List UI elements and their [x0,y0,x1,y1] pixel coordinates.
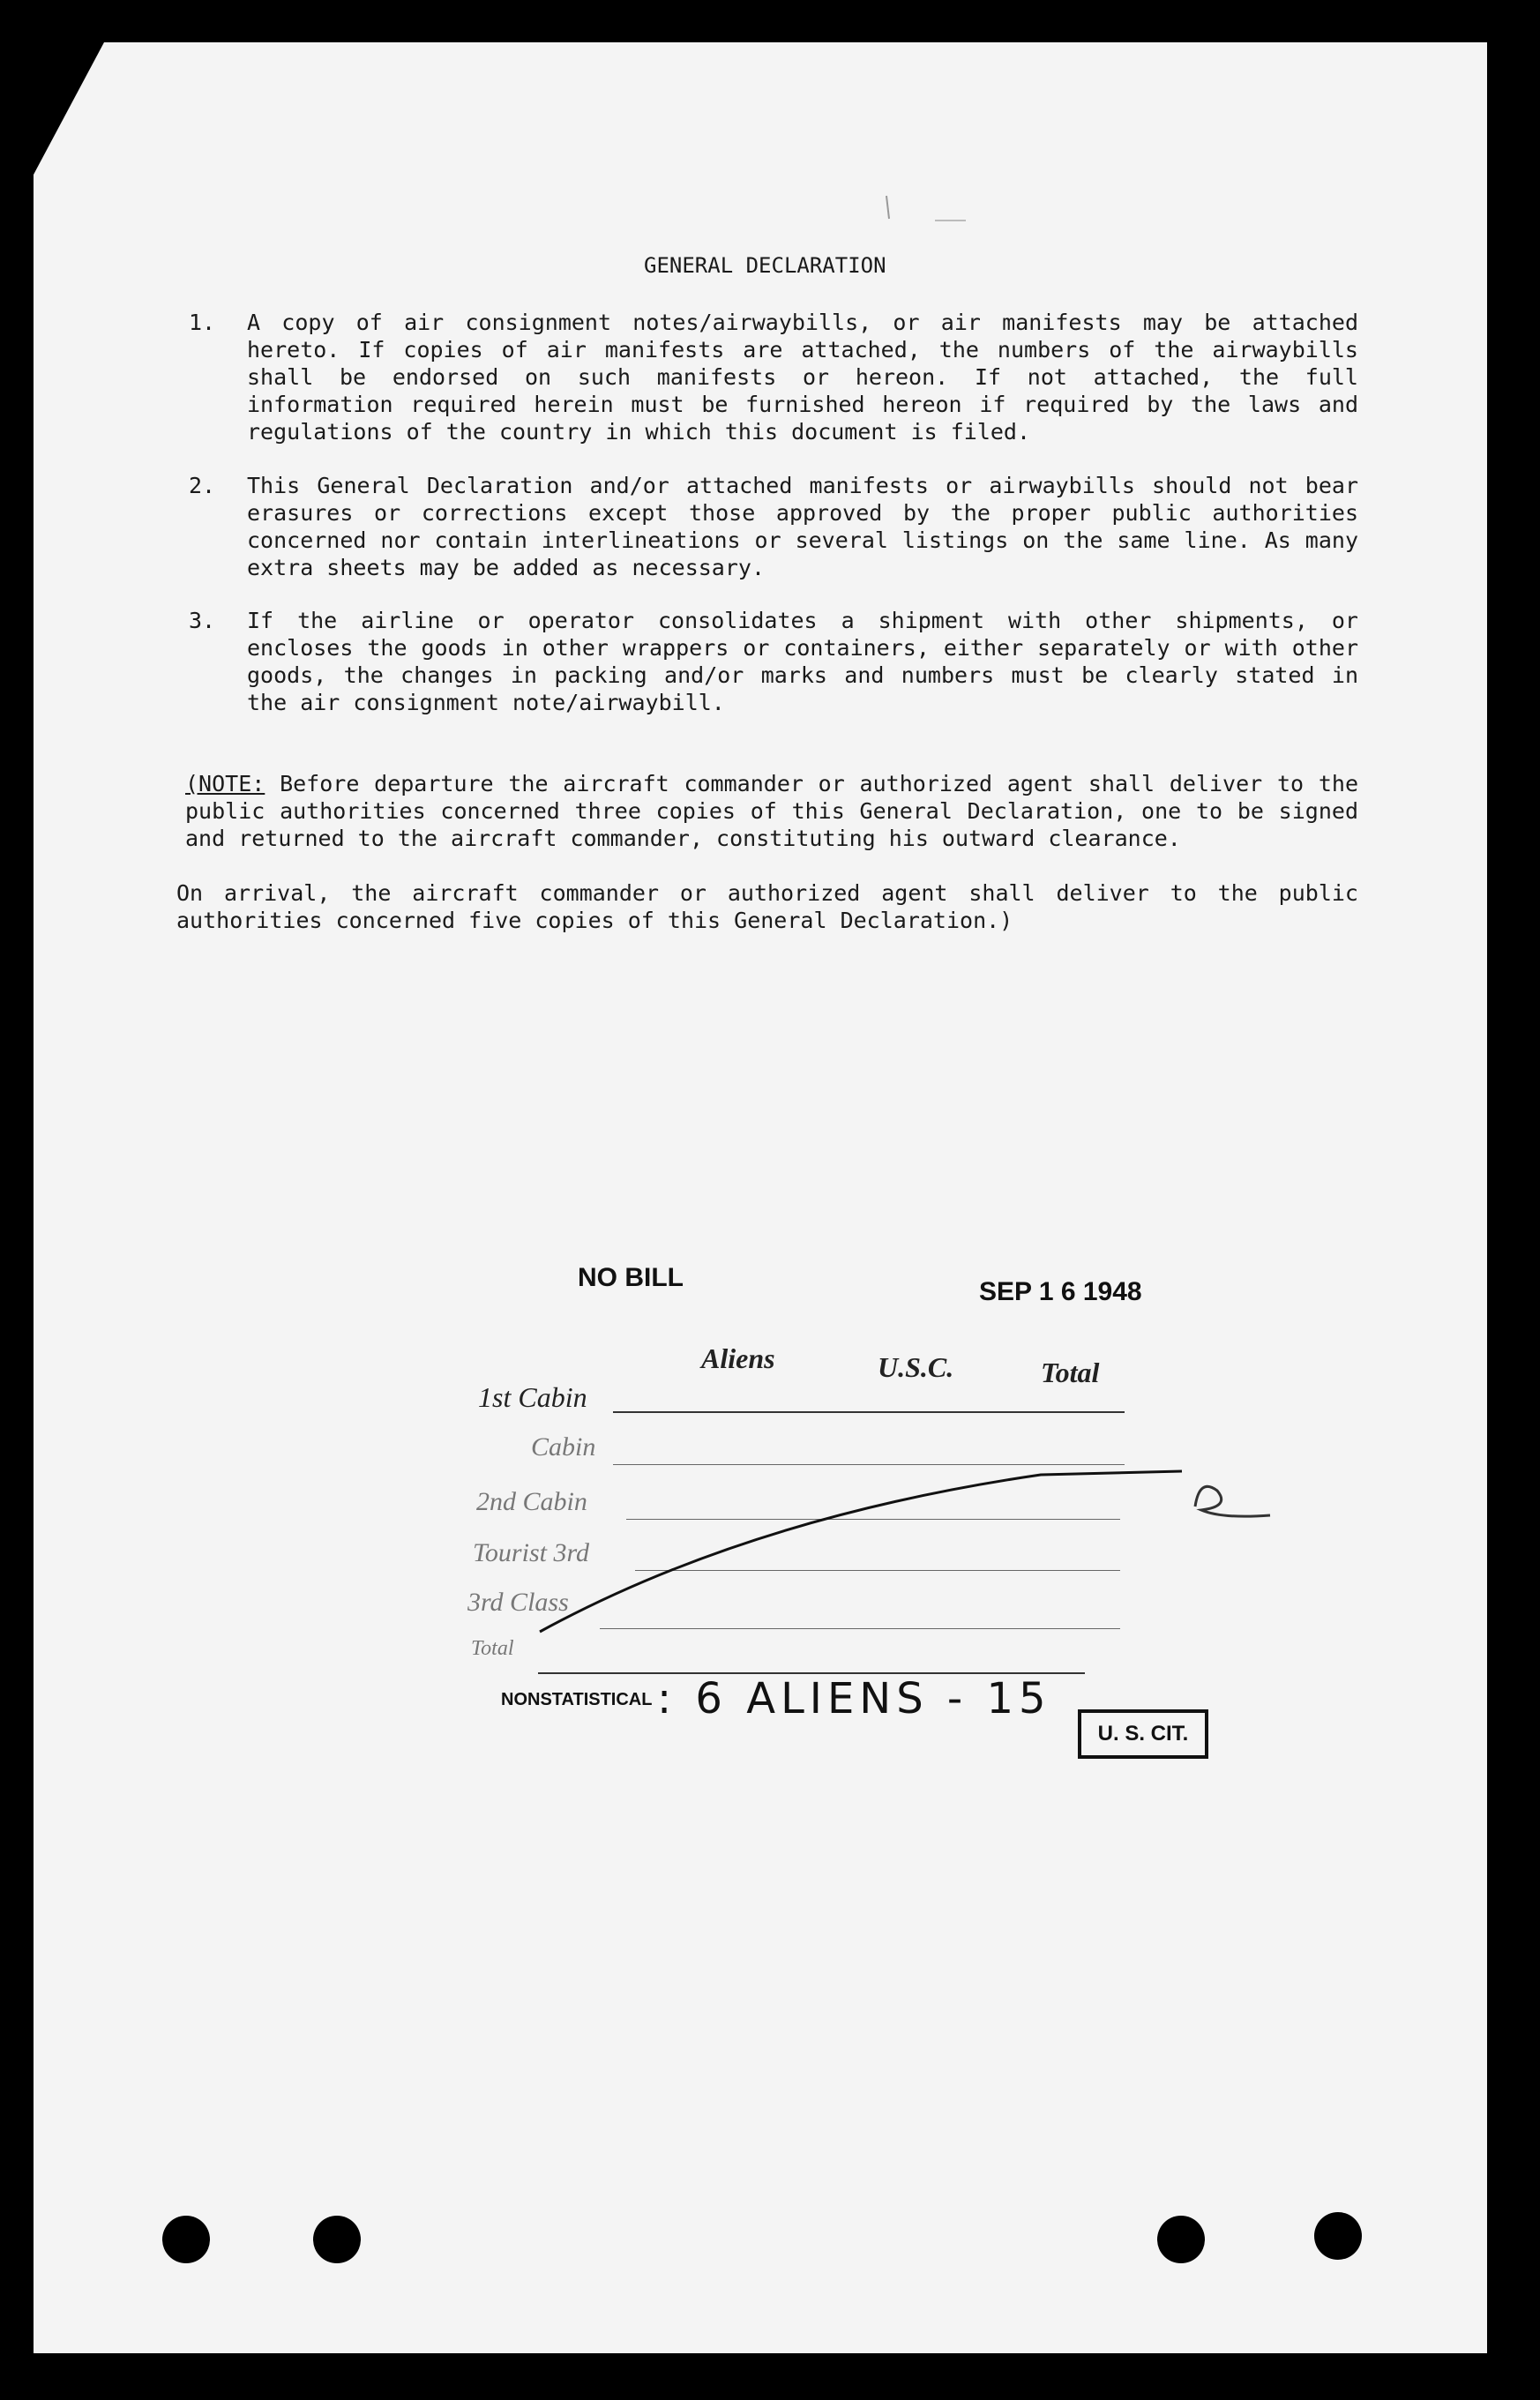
item-2-number: 2. [189,473,216,498]
item-3-text: If the airline or operator consolidates a shipment with other shipments, or encloses the goods in other wrappers or containers, either separately or with other goods, the changes in packing and/or marks and numbers must be clearly stated in the air consignment note/airwaybill. [247,608,1358,715]
item-1-text: A copy of air consignment notes/airwaybills, or air manifests may be attached hereto. If copies of air manifests are attached, the numbers of the airwaybills shall be endorsed on such manifests or hereon. If not attached, the full information required herein must be furnished hereon if required by the laws and regulations of the country in which this document is filed. [247,310,1358,445]
row-total: Total [471,1637,514,1660]
col-aliens: Aliens [701,1342,775,1374]
row-3rd-class: 3rd Class [467,1588,569,1617]
faint-mark [886,196,889,219]
col-usc: U.S.C. [878,1351,954,1383]
row-tourist-3rd: Tourist 3rd [473,1538,590,1567]
item-2-text: This General Declaration and/or attached manifests or airwaybills should not bear erasures or corrections except those approved by the proper public authorities concerned nor contain interlineations or several listings on the same line. As many extra sheets may be added as necessary. [247,473,1358,580]
row-1st-cabin: 1st Cabin [478,1381,587,1413]
note-text-2: On arrival, the aircraft commander or authorized agent shall deliver to the public authorities concerned five copies of this General Declaration.) [176,880,1358,933]
note-label: (NOTE: [185,771,265,796]
binder-hole-2 [313,2216,361,2263]
date-stamp: SEP 1 6 1948 [979,1277,1142,1306]
item-1-number: 1. [189,310,216,335]
item-3-number: 3. [189,608,216,633]
row-cabin: Cabin [531,1432,596,1462]
handwritten-aliens-note: : 6 ALIENS - 15 [657,1674,1051,1723]
binder-hole-4 [1314,2212,1362,2260]
note-text-1: Before departure the aircraft commander or authorized agent shall deliver to the public authorities concerned three copies of this General Declaration, one to be signed and returned to the aircraft commander, constituting his outward clearance. [185,771,1358,851]
diagonal-pen-stroke [540,1471,1182,1632]
row-2nd-cabin: 2nd Cabin [476,1487,587,1516]
binder-hole-3 [1157,2216,1205,2263]
pen-mark-e [1195,1486,1270,1516]
document-title: GENERAL DECLARATION [644,253,886,278]
binder-hole-1 [162,2216,210,2263]
us-cit-box: U. S. CIT. [1078,1709,1208,1759]
nonstatistical-label: NONSTATISTICAL [501,1690,653,1709]
no-bill-stamp: NO BILL [578,1263,684,1292]
col-total: Total [1041,1357,1100,1388]
